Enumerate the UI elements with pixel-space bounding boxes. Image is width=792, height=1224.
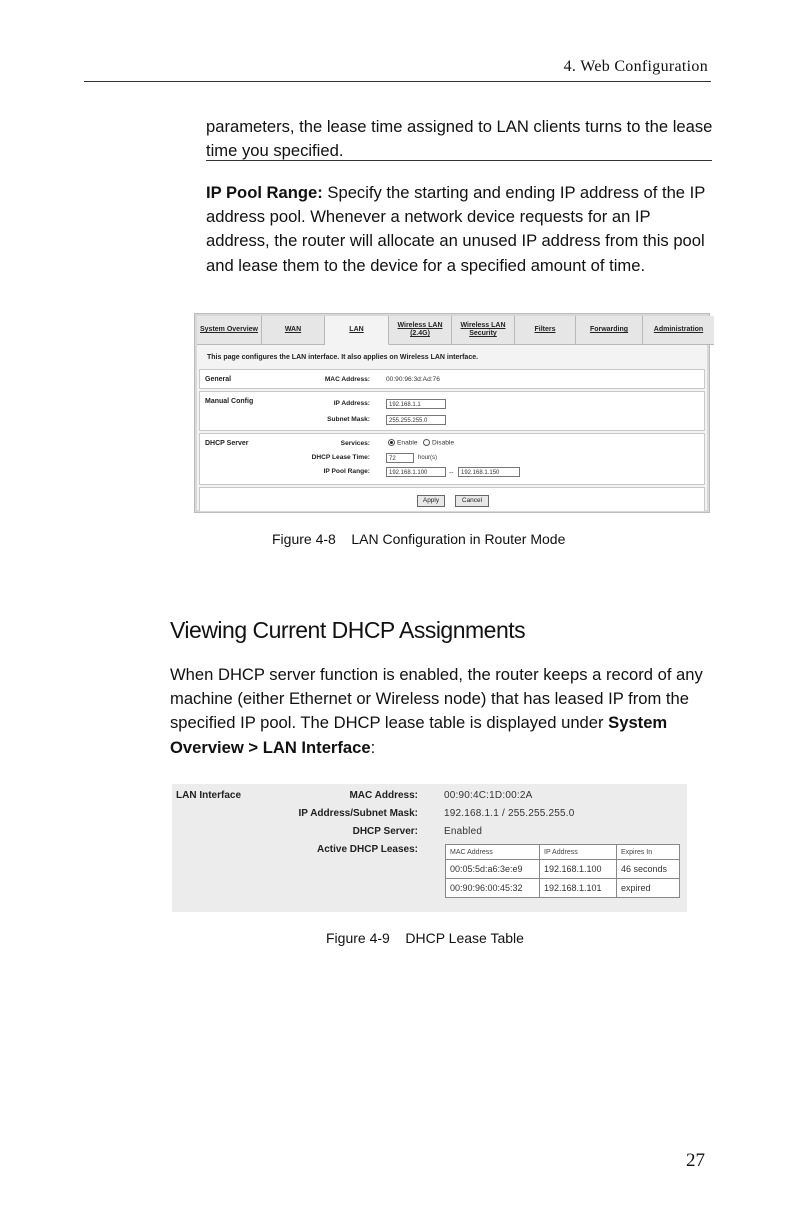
dhcp-server-label: DHCP Server: bbox=[352, 826, 418, 837]
ip-pool-separator: -- bbox=[449, 469, 454, 476]
menu-path-lan-interface: LAN Interface bbox=[262, 737, 371, 757]
tab-filters[interactable]: Filters bbox=[515, 316, 576, 345]
enable-radio[interactable] bbox=[388, 439, 395, 446]
dhcp-lease-screenshot bbox=[172, 784, 687, 912]
running-header: 4. Web Configuration bbox=[563, 58, 708, 75]
section-heading: Viewing Current DHCP Assignments bbox=[170, 617, 526, 643]
subnet-mask-label: Subnet Mask: bbox=[327, 416, 370, 423]
dhcp-lease-time-input[interactable]: 72 bbox=[386, 453, 414, 463]
lease-table bbox=[445, 844, 680, 898]
dhcp-body-end: : bbox=[370, 737, 376, 757]
lease-ip-cell: 192.168.1.100 bbox=[540, 860, 617, 879]
services-radio-group bbox=[388, 439, 454, 446]
ip-pool-term: IP Pool Range: bbox=[206, 183, 323, 202]
dhcp-server-value: Enabled bbox=[444, 826, 483, 837]
table-row bbox=[446, 860, 680, 879]
nav-tabs bbox=[197, 316, 707, 346]
ip-subnet-label: IP Address/Subnet Mask: bbox=[298, 808, 418, 819]
lan-interface-title: LAN Interface bbox=[176, 790, 242, 801]
ip-address-label: IP Address: bbox=[333, 400, 370, 407]
dhcp-body-start: When DHCP server function is enabled, the router keeps a record of any machine (either Ethernet or Wireless node) that has leased IP from the specified IP pool. The DHCP lease table is displayed under bbox=[170, 665, 703, 733]
tab-system-overview[interactable]: System Overview bbox=[197, 316, 262, 345]
column-header-mac: MAC Address bbox=[446, 845, 540, 860]
page-number: 27 bbox=[686, 1150, 705, 1171]
page-description: This page configures the LAN interface. It also applies on Wireless LAN interface. bbox=[207, 354, 479, 361]
manual-config-title: Manual Config bbox=[205, 398, 254, 405]
dhcp-paragraph bbox=[170, 663, 710, 760]
ip-pool-text: Specify the starting and ending IP address of the IP address pool. Whenever a network device requests for an IP address, the router will allocate an unused IP address from this pool and lease them to the device for a specified amount of time. bbox=[206, 183, 706, 275]
table-header-row bbox=[446, 845, 680, 860]
menu-path-separator: > bbox=[243, 737, 263, 757]
ip-pool-paragraph bbox=[206, 181, 716, 278]
paragraph-rule bbox=[206, 160, 712, 161]
ip-pool-range-label: IP Pool Range: bbox=[323, 468, 370, 475]
cancel-button[interactable]: Cancel bbox=[455, 495, 489, 507]
general-section bbox=[199, 369, 705, 389]
enable-label: Enable bbox=[397, 439, 418, 447]
lease-mac-cell: 00:90:96:00:45:32 bbox=[446, 879, 540, 898]
mac-address-value: 00:90:4C:1D:00:2A bbox=[444, 790, 533, 801]
lease-expires-cell: expired bbox=[617, 879, 680, 898]
figure-4-8-caption: Figure 4-8 LAN Configuration in Router Mode bbox=[272, 531, 566, 547]
mac-address-label: MAC Address: bbox=[324, 376, 370, 383]
tab-lan[interactable]: LAN bbox=[325, 316, 389, 345]
active-leases-label: Active DHCP Leases: bbox=[317, 844, 418, 855]
ip-address-input[interactable]: 192.168.1.1 bbox=[386, 399, 446, 409]
column-header-expires: Expires In bbox=[617, 845, 680, 860]
ip-pool-start-input[interactable]: 192.168.1.100 bbox=[386, 467, 446, 477]
lease-unit: hour(s) bbox=[418, 455, 438, 461]
column-header-ip: IP Address bbox=[540, 845, 617, 860]
tab-wan[interactable]: WAN bbox=[262, 316, 325, 345]
ip-subnet-value: 192.168.1.1 / 255.255.255.0 bbox=[444, 808, 575, 819]
lease-mac-cell: 00:05:5d:a6:3e:e9 bbox=[446, 860, 540, 879]
continuation-paragraph: parameters, the lease time assigned to LAN clients turns to the lease time you specified. bbox=[206, 117, 713, 161]
tab-forwarding[interactable]: Forwarding bbox=[576, 316, 643, 345]
button-bar bbox=[199, 487, 705, 511]
figure-4-9-caption: Figure 4-9 DHCP Lease Table bbox=[326, 930, 524, 946]
disable-label: Disable bbox=[432, 439, 455, 447]
lease-expires-cell: 46 seconds bbox=[617, 860, 680, 879]
ip-pool-end-input[interactable]: 192.168.1.150 bbox=[458, 467, 520, 477]
tab-wireless-lan[interactable]: Wireless LAN (2.4G) bbox=[389, 316, 452, 345]
dhcp-lease-time-label: DHCP Lease Time: bbox=[311, 454, 370, 461]
tab-administration[interactable]: Administration bbox=[643, 316, 714, 345]
subnet-mask-input[interactable]: 255.255.255.0 bbox=[386, 415, 446, 425]
apply-button[interactable]: Apply bbox=[417, 495, 445, 507]
mac-address-value: 00:90:96:3d:Ad:76 bbox=[386, 376, 440, 383]
disable-radio[interactable] bbox=[423, 439, 430, 446]
lan-config-screenshot bbox=[194, 313, 710, 513]
manual-config-section bbox=[199, 391, 705, 431]
header-rule bbox=[84, 81, 711, 82]
services-label: Services: bbox=[340, 440, 370, 447]
tab-wireless-lan-security[interactable]: Wireless LAN Security bbox=[452, 316, 515, 345]
dhcp-server-section bbox=[199, 433, 705, 485]
lease-ip-cell: 192.168.1.101 bbox=[540, 879, 617, 898]
dhcp-server-title: DHCP Server bbox=[205, 440, 249, 447]
table-row bbox=[446, 879, 680, 898]
general-section-title: General bbox=[205, 376, 232, 383]
mac-address-label: MAC Address: bbox=[349, 790, 418, 801]
menu-path-system-overview: System Overview bbox=[170, 713, 668, 757]
